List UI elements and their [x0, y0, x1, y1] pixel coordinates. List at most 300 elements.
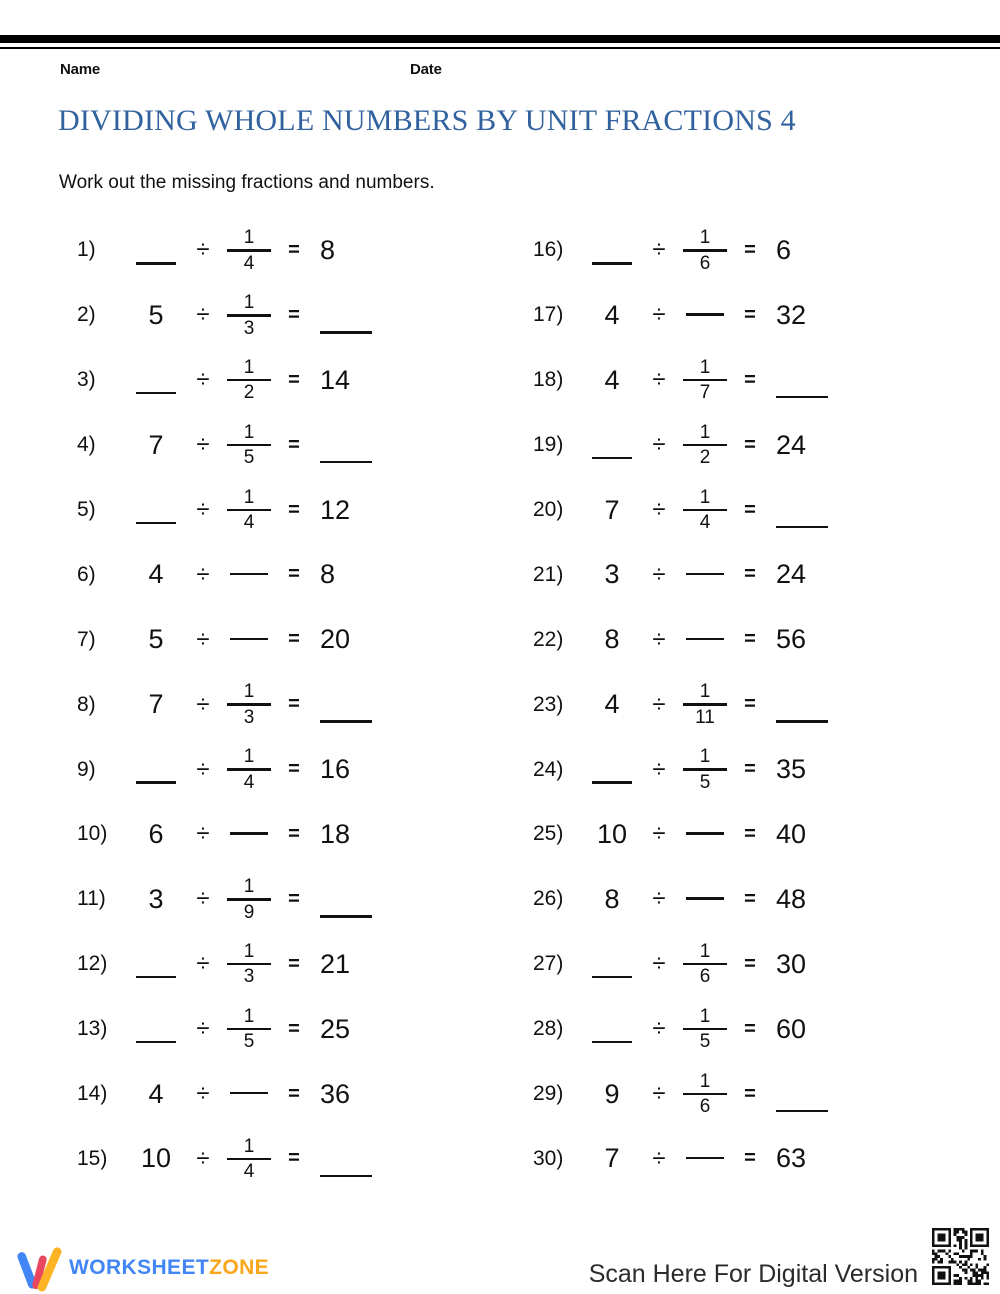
fraction-numerator: 1 [699, 486, 711, 508]
answer-value: 8 [320, 559, 336, 590]
dividend-cell [128, 496, 184, 525]
unit-fraction [683, 1071, 727, 1118]
problem-row [516, 997, 956, 1062]
fraction-bar [683, 1028, 727, 1031]
answer-value: 24 [776, 559, 807, 590]
problem-row [516, 1126, 956, 1191]
answer-blank-line[interactable] [320, 461, 372, 464]
answer-value: 24 [776, 429, 807, 460]
divide-sign: ÷ [196, 1080, 210, 1108]
dividend-blank-line[interactable] [136, 976, 176, 979]
divide-sign: ÷ [196, 1015, 210, 1043]
problem-row [516, 737, 956, 802]
answer-value: 48 [776, 883, 807, 914]
problem-row [516, 867, 956, 932]
equals-sign: = [744, 952, 756, 975]
unit-fraction [683, 941, 727, 988]
problem-number: 4) [77, 433, 96, 457]
dividend-cell [584, 236, 640, 265]
answer-cell [768, 949, 956, 980]
problem-number: 6) [77, 562, 96, 586]
dividend-blank-line[interactable] [592, 1041, 632, 1044]
divide-sign: ÷ [652, 366, 666, 394]
divisor-cell [678, 313, 732, 318]
divisor-cell [678, 227, 732, 274]
divisor-cell [222, 1092, 276, 1097]
equals-sign: = [744, 822, 756, 845]
unit-fraction [683, 227, 727, 274]
divisor-blank-line[interactable] [686, 897, 724, 900]
problem-row [516, 932, 956, 997]
fraction-numerator: 1 [699, 681, 711, 703]
problem-number: 30) [533, 1146, 564, 1170]
equals-sign: = [744, 887, 756, 910]
fraction-bar [227, 963, 271, 966]
divisor-blank-line[interactable] [230, 638, 268, 641]
dividend-value: 10 [140, 1143, 172, 1174]
equals-sign: = [744, 238, 756, 261]
equals-sign: = [744, 433, 756, 456]
problem-row [60, 218, 500, 283]
dividend-blank-line[interactable] [592, 976, 632, 979]
divide-sign: ÷ [652, 431, 666, 459]
divide-sign: ÷ [652, 820, 666, 848]
problem-row [60, 348, 500, 413]
fraction-denominator: 6 [699, 1096, 711, 1118]
equals-sign: = [744, 628, 756, 651]
fraction-denominator: 3 [243, 317, 255, 339]
divide-sign: ÷ [196, 625, 210, 653]
dividend-cell [584, 755, 640, 784]
dividend-cell [128, 559, 184, 590]
problem-row [516, 607, 956, 672]
instruction-text: Work out the missing fractions and numbers. [59, 172, 435, 193]
divisor-cell [222, 227, 276, 274]
dividend-value: 3 [148, 883, 164, 914]
fraction-bar [683, 963, 727, 966]
equals-sign: = [744, 303, 756, 326]
answer-cell [312, 949, 500, 980]
logo-text-zone: ZONE [209, 1256, 270, 1279]
dividend-cell [584, 950, 640, 979]
dividend-cell [128, 819, 184, 850]
problem-row [60, 413, 500, 478]
problem-number: 26) [533, 887, 564, 911]
dividend-cell [128, 236, 184, 265]
divisor-cell [678, 681, 732, 728]
problem-row [60, 932, 500, 997]
dividend-value: 5 [148, 299, 164, 330]
fraction-numerator: 1 [243, 876, 255, 898]
divide-sign: ÷ [196, 431, 210, 459]
dividend-value: 7 [604, 1143, 620, 1174]
problems-column-right [516, 218, 956, 1191]
qr-code [932, 1228, 989, 1285]
equals-sign: = [744, 1147, 756, 1170]
problem-number: 11) [77, 887, 106, 911]
divisor-blank-line[interactable] [686, 832, 724, 835]
dividend-cell [128, 624, 184, 655]
fraction-numerator: 1 [699, 227, 711, 249]
problem-number: 19) [533, 433, 564, 457]
answer-blank-line[interactable] [320, 915, 372, 918]
answer-value: 25 [320, 1013, 351, 1044]
answer-cell [312, 495, 500, 526]
divisor-cell [222, 573, 276, 578]
problem-row [516, 283, 956, 348]
fraction-numerator: 1 [243, 1135, 255, 1157]
dividend-value: 3 [604, 559, 620, 590]
dividend-cell [128, 950, 184, 979]
problem-row [516, 802, 956, 867]
page-title: DIVIDING WHOLE NUMBERS BY UNIT FRACTIONS 4 [58, 104, 796, 137]
answer-cell [312, 365, 500, 396]
answer-value: 20 [320, 624, 351, 655]
divide-sign: ÷ [196, 950, 210, 978]
equals-sign: = [288, 368, 300, 391]
equals-sign: = [288, 952, 300, 975]
problem-row [516, 672, 956, 737]
unit-fraction [683, 746, 727, 793]
problem-row [60, 1126, 500, 1191]
dividend-cell [128, 1079, 184, 1110]
dividend-cell [584, 1079, 640, 1110]
top-rule-thin [0, 47, 1000, 50]
problem-number: 13) [77, 1017, 108, 1041]
fraction-denominator: 5 [699, 1031, 711, 1053]
fraction-denominator: 5 [243, 447, 255, 469]
dividend-value: 7 [148, 429, 164, 460]
dividend-cell [584, 884, 640, 915]
answer-cell [312, 297, 500, 334]
fraction-numerator: 1 [243, 486, 255, 508]
answer-cell [768, 1076, 956, 1113]
divisor-cell [222, 746, 276, 793]
equals-sign: = [744, 368, 756, 391]
answer-cell [312, 1141, 500, 1178]
problem-row [60, 542, 500, 607]
fraction-bar [227, 898, 271, 901]
divide-sign: ÷ [652, 301, 666, 329]
dividend-cell [128, 366, 184, 395]
divisor-cell [678, 897, 732, 902]
problem-number: 25) [533, 822, 564, 846]
problem-number: 18) [533, 368, 564, 392]
divisor-cell [678, 573, 732, 578]
divisor-cell [678, 487, 732, 534]
unit-fraction [227, 1006, 271, 1053]
unit-fraction [227, 1136, 271, 1183]
divisor-blank-line[interactable] [686, 638, 724, 641]
dividend-blank-line[interactable] [136, 1041, 176, 1044]
unit-fraction [227, 876, 271, 923]
answer-cell [768, 754, 956, 785]
fraction-bar [227, 1158, 271, 1161]
problem-number: 9) [77, 757, 96, 781]
divide-sign: ÷ [196, 366, 210, 394]
answer-value: 12 [320, 494, 351, 525]
problem-row [60, 607, 500, 672]
fraction-denominator: 4 [243, 771, 255, 793]
answer-value: 40 [776, 818, 807, 849]
dividend-cell [584, 559, 640, 590]
dividend-blank-line[interactable] [136, 781, 176, 784]
divisor-cell [678, 422, 732, 469]
answer-value: 8 [320, 234, 336, 265]
dividend-blank-line[interactable] [136, 392, 176, 395]
answer-cell [768, 235, 956, 266]
problem-number: 10) [77, 822, 108, 846]
fraction-denominator: 7 [699, 382, 711, 404]
problem-number: 29) [533, 1082, 564, 1106]
problem-number: 17) [533, 303, 564, 327]
answer-value: 14 [320, 364, 351, 395]
divisor-blank-line[interactable] [230, 573, 268, 576]
divisor-cell [222, 1006, 276, 1053]
answer-value: 21 [320, 948, 351, 979]
dividend-cell [584, 1015, 640, 1044]
divisor-cell [678, 1157, 732, 1162]
dividend-cell [584, 431, 640, 460]
fraction-bar [227, 314, 271, 317]
fraction-numerator: 1 [699, 746, 711, 768]
dividend-value: 9 [604, 1078, 620, 1109]
divide-sign: ÷ [196, 301, 210, 329]
answer-blank-line[interactable] [776, 526, 828, 529]
dividend-cell [128, 884, 184, 915]
answer-blank-line[interactable] [320, 331, 372, 334]
top-rule-thick [0, 35, 1000, 43]
fraction-denominator: 3 [243, 706, 255, 728]
divisor-cell [222, 681, 276, 728]
dividend-value: 8 [604, 624, 620, 655]
dividend-blank-line[interactable] [136, 522, 176, 525]
problem-row [60, 478, 500, 543]
answer-cell [312, 1079, 500, 1110]
divide-sign: ÷ [652, 885, 666, 913]
fraction-numerator: 1 [243, 1005, 255, 1027]
divisor-cell [222, 292, 276, 339]
fraction-denominator: 4 [243, 1161, 255, 1183]
answer-cell [768, 624, 956, 655]
answer-cell [768, 686, 956, 723]
problem-number: 14) [77, 1082, 108, 1106]
fraction-numerator: 1 [699, 940, 711, 962]
dividend-value: 8 [604, 883, 620, 914]
divisor-cell [678, 357, 732, 404]
problem-number: 5) [77, 498, 96, 521]
fraction-bar [227, 768, 271, 771]
dividend-cell [128, 1143, 184, 1174]
answer-value: 56 [776, 624, 807, 655]
divisor-cell [222, 487, 276, 534]
answer-cell [312, 235, 500, 266]
answer-value: 60 [776, 1013, 807, 1044]
divisor-cell [678, 832, 732, 837]
divisor-cell [678, 1071, 732, 1118]
answer-cell [312, 624, 500, 655]
unit-fraction [227, 487, 271, 534]
fraction-denominator: 5 [243, 1031, 255, 1053]
divide-sign: ÷ [652, 496, 666, 523]
problem-number: 7) [77, 627, 96, 651]
problem-row [516, 348, 956, 413]
unit-fraction [227, 227, 271, 274]
fraction-bar [683, 509, 727, 512]
problem-number: 3) [77, 368, 96, 392]
fraction-denominator: 6 [699, 966, 711, 988]
divide-sign: ÷ [652, 625, 666, 653]
fraction-numerator: 1 [243, 292, 255, 314]
unit-fraction [227, 292, 271, 339]
dividend-value: 4 [604, 689, 620, 720]
problems-column-left [60, 218, 500, 1191]
divisor-blank-line[interactable] [230, 1092, 268, 1095]
equals-sign: = [744, 758, 756, 781]
unit-fraction [683, 357, 727, 404]
dividend-value: 4 [604, 299, 620, 330]
problem-number: 8) [77, 692, 96, 716]
dividend-cell [128, 430, 184, 461]
answer-blank-line[interactable] [776, 1110, 828, 1113]
divisor-cell [222, 422, 276, 469]
problem-number: 2) [77, 303, 96, 327]
unit-fraction [227, 681, 271, 728]
dividend-value: 10 [596, 818, 628, 849]
answer-cell [768, 559, 956, 590]
answer-value: 30 [776, 948, 807, 979]
problem-row [516, 542, 956, 607]
problem-number: 28) [533, 1017, 564, 1041]
logo-text-worksheet: WORKSHEET [69, 1256, 210, 1279]
problem-number: 22) [533, 627, 564, 651]
problem-row [516, 218, 956, 283]
equals-sign: = [288, 693, 300, 716]
divide-sign: ÷ [196, 690, 210, 718]
fraction-numerator: 1 [243, 356, 255, 378]
divide-sign: ÷ [652, 560, 666, 588]
dividend-cell [128, 1015, 184, 1044]
dividend-blank-line[interactable] [136, 262, 176, 265]
answer-cell [768, 1143, 956, 1174]
unit-fraction [683, 1006, 727, 1053]
fraction-denominator: 11 [695, 706, 715, 728]
answer-cell [312, 559, 500, 590]
divide-sign: ÷ [652, 690, 666, 718]
dividend-value: 7 [148, 689, 164, 720]
equals-sign: = [288, 1082, 300, 1105]
fraction-numerator: 1 [699, 356, 711, 378]
fraction-denominator: 9 [243, 901, 255, 923]
dividend-cell [128, 300, 184, 331]
logo-w-icon [16, 1244, 62, 1292]
divisor-blank-line[interactable] [686, 573, 724, 576]
problem-number: 21) [533, 562, 564, 586]
divisor-blank-line[interactable] [230, 832, 268, 835]
problem-number: 1) [77, 238, 96, 262]
equals-sign: = [288, 238, 300, 261]
dividend-blank-line[interactable] [592, 781, 632, 784]
equals-sign: = [744, 498, 756, 521]
divisor-blank-line[interactable] [686, 1157, 724, 1160]
divide-sign: ÷ [652, 1144, 666, 1172]
divide-sign: ÷ [196, 820, 210, 848]
equals-sign: = [744, 1082, 756, 1105]
equals-sign: = [744, 563, 756, 586]
unit-fraction [227, 941, 271, 988]
dividend-cell [128, 689, 184, 720]
problem-row [516, 478, 956, 543]
equals-sign: = [288, 563, 300, 586]
answer-value: 35 [776, 754, 807, 785]
answer-cell [768, 430, 956, 461]
fraction-numerator: 1 [243, 940, 255, 962]
divisor-cell [678, 746, 732, 793]
divide-sign: ÷ [196, 1144, 210, 1172]
answer-blank-line[interactable] [776, 720, 828, 723]
answer-value: 18 [320, 818, 351, 849]
answer-cell [312, 686, 500, 723]
fraction-bar [683, 444, 727, 447]
answer-cell [312, 881, 500, 918]
fraction-numerator: 1 [243, 227, 255, 249]
problem-number: 23) [533, 692, 564, 716]
problem-row [60, 867, 500, 932]
fraction-bar [683, 768, 727, 771]
problem-row [516, 1062, 956, 1127]
divisor-cell [222, 1136, 276, 1183]
answer-value: 63 [776, 1143, 807, 1174]
divisor-cell [222, 941, 276, 988]
answer-blank-line[interactable] [320, 1175, 372, 1178]
answer-cell [312, 819, 500, 850]
dividend-blank-line[interactable] [592, 457, 632, 460]
problem-row [60, 1062, 500, 1127]
divisor-cell [222, 638, 276, 643]
problem-row [516, 413, 956, 478]
unit-fraction [683, 487, 727, 534]
dividend-value: 4 [604, 364, 620, 395]
worksheetzone-logo [16, 1244, 269, 1292]
fraction-numerator: 1 [243, 421, 255, 443]
fraction-bar [227, 249, 271, 252]
problem-row [60, 672, 500, 737]
fraction-denominator: 4 [243, 512, 255, 534]
divide-sign: ÷ [652, 755, 666, 783]
divide-sign: ÷ [652, 950, 666, 978]
fraction-denominator: 4 [243, 252, 255, 274]
dividend-value: 6 [148, 818, 164, 849]
dividend-cell [584, 300, 640, 331]
dividend-value: 4 [148, 559, 164, 590]
divisor-blank-line[interactable] [686, 313, 724, 316]
answer-blank-line[interactable] [776, 396, 828, 399]
fraction-denominator: 4 [699, 512, 711, 534]
fraction-bar [683, 379, 727, 382]
fraction-bar [683, 703, 727, 706]
answer-cell [312, 754, 500, 785]
answer-value: 6 [776, 234, 792, 265]
equals-sign: = [288, 1017, 300, 1040]
answer-blank-line[interactable] [320, 720, 372, 723]
dividend-value: 7 [604, 494, 620, 525]
dividend-blank-line[interactable] [592, 262, 632, 265]
fraction-bar [227, 1028, 271, 1031]
equals-sign: = [744, 1017, 756, 1040]
fraction-bar [227, 703, 271, 706]
dividend-cell [584, 365, 640, 396]
equals-sign: = [288, 628, 300, 651]
